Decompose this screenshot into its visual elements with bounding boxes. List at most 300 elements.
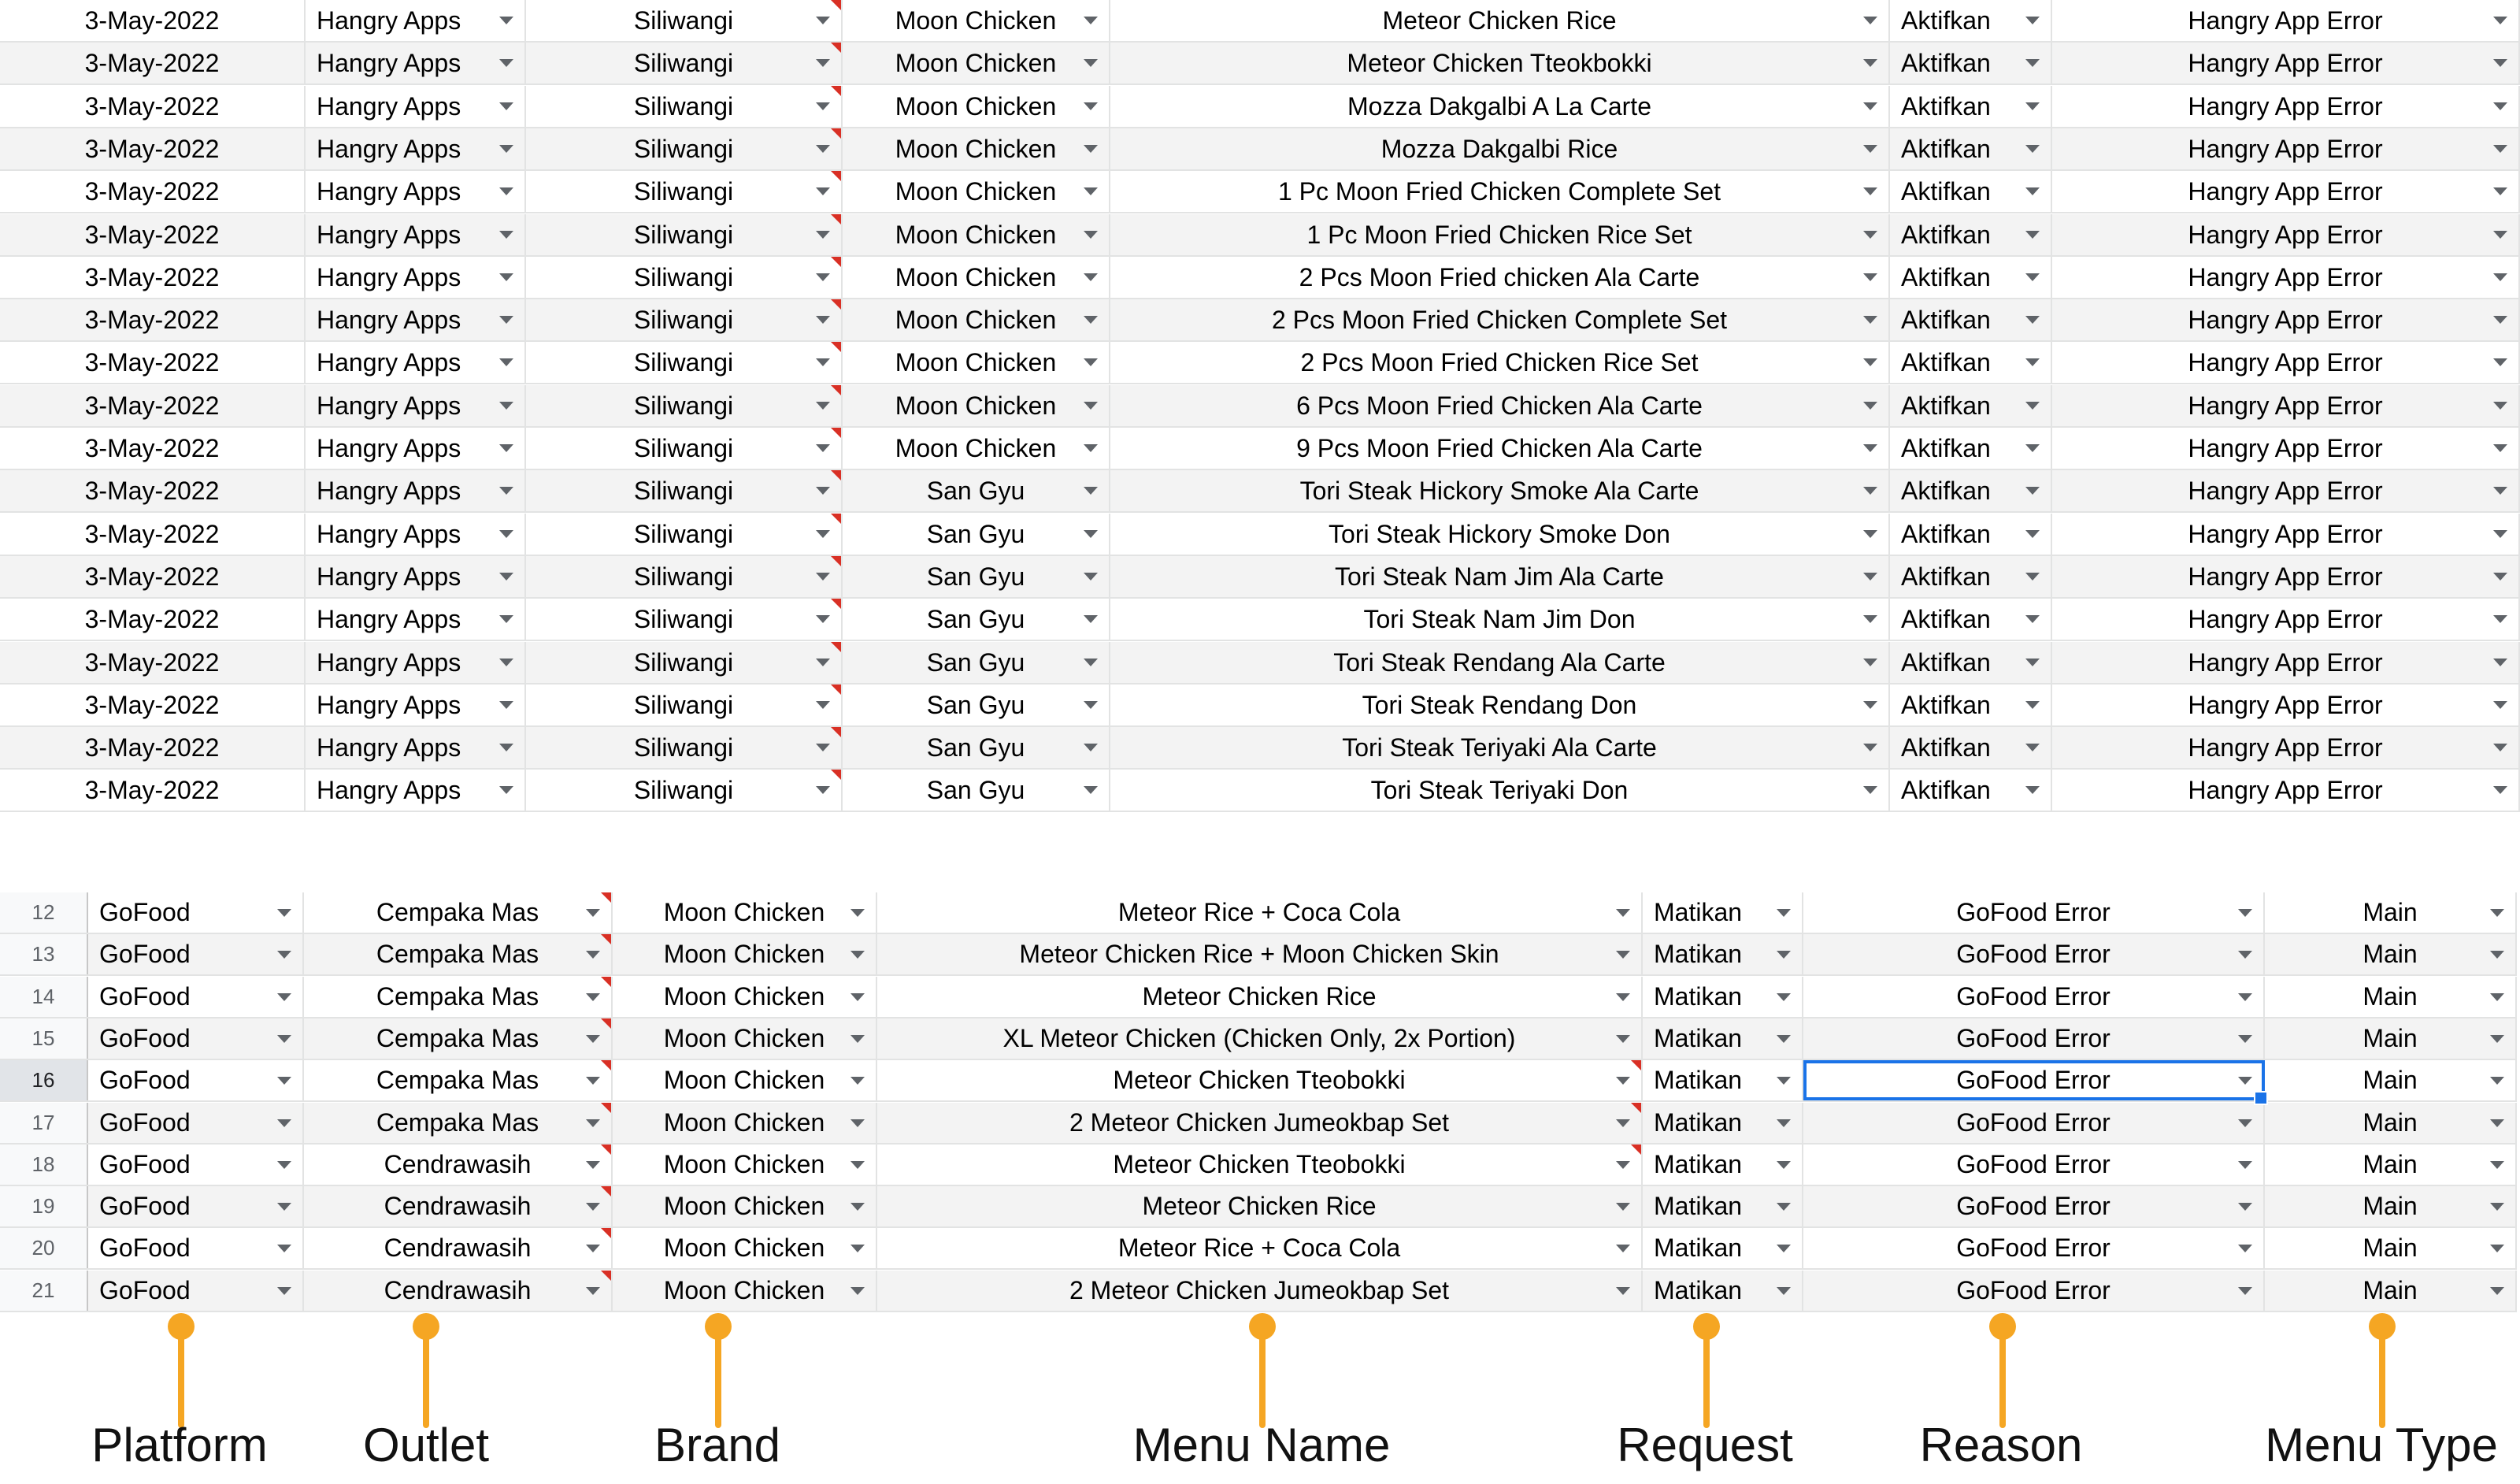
platform-cell[interactable]: [306, 514, 526, 555]
date-cell[interactable]: [0, 428, 306, 469]
request-cell[interactable]: [1643, 1145, 1803, 1185]
outlet-cell[interactable]: [304, 934, 613, 974]
dropdown-arrow-icon[interactable]: [816, 102, 830, 110]
dropdown-arrow-icon[interactable]: [816, 786, 830, 794]
dropdown-arrow-icon[interactable]: [816, 273, 830, 281]
outlet-cell[interactable]: [526, 257, 843, 298]
dropdown-arrow-icon[interactable]: [499, 444, 513, 452]
menu-type-cell[interactable]: [2265, 1271, 2517, 1311]
dropdown-arrow-icon[interactable]: [2025, 102, 2040, 110]
reason-cell[interactable]: [1803, 1060, 2265, 1100]
dropdown-arrow-icon[interactable]: [850, 1119, 865, 1127]
platform-cell[interactable]: [306, 385, 526, 426]
brand-cell[interactable]: [613, 892, 877, 933]
dropdown-arrow-icon[interactable]: [2238, 1203, 2252, 1211]
dropdown-arrow-icon[interactable]: [850, 1161, 865, 1169]
menu-name-cell[interactable]: [1110, 770, 1890, 811]
reason-cell[interactable]: [2052, 299, 2520, 340]
outlet-cell[interactable]: [526, 171, 843, 212]
dropdown-arrow-icon[interactable]: [1084, 145, 1098, 153]
dropdown-arrow-icon[interactable]: [1616, 1035, 1630, 1043]
date-cell[interactable]: [0, 171, 306, 212]
brand-cell[interactable]: [613, 1186, 877, 1226]
dropdown-arrow-icon[interactable]: [499, 615, 513, 623]
menu-name-cell[interactable]: [1110, 128, 1890, 169]
dropdown-arrow-icon[interactable]: [2493, 786, 2507, 794]
brand-cell[interactable]: [843, 43, 1110, 83]
dropdown-arrow-icon[interactable]: [1777, 1203, 1791, 1211]
dropdown-arrow-icon[interactable]: [1863, 187, 1877, 195]
platform-cell[interactable]: [306, 43, 526, 83]
menu-type-cell[interactable]: [2265, 1018, 2517, 1059]
dropdown-arrow-icon[interactable]: [2238, 951, 2252, 959]
platform-cell[interactable]: [88, 977, 304, 1017]
dropdown-arrow-icon[interactable]: [1084, 615, 1098, 623]
brand-cell[interactable]: [613, 977, 877, 1017]
date-cell[interactable]: [0, 556, 306, 597]
dropdown-arrow-icon[interactable]: [2493, 744, 2507, 751]
dropdown-arrow-icon[interactable]: [1777, 1287, 1791, 1295]
dropdown-arrow-icon[interactable]: [2025, 358, 2040, 366]
menu-type-cell[interactable]: [2265, 892, 2517, 933]
dropdown-arrow-icon[interactable]: [1863, 615, 1877, 623]
request-cell[interactable]: [1643, 1060, 1803, 1100]
platform-cell[interactable]: [306, 214, 526, 255]
request-cell[interactable]: [1643, 1103, 1803, 1143]
brand-cell[interactable]: [843, 770, 1110, 811]
reason-cell[interactable]: [1803, 977, 2265, 1017]
date-cell[interactable]: [0, 342, 306, 383]
dropdown-arrow-icon[interactable]: [1084, 231, 1098, 239]
dropdown-arrow-icon[interactable]: [1616, 1203, 1630, 1211]
menu-name-cell[interactable]: [1110, 299, 1890, 340]
brand-cell[interactable]: [843, 514, 1110, 555]
request-cell[interactable]: [1890, 642, 2052, 683]
request-cell[interactable]: [1643, 892, 1803, 933]
date-cell[interactable]: [0, 470, 306, 511]
outlet-cell[interactable]: [526, 385, 843, 426]
menu-name-cell[interactable]: [1110, 514, 1890, 555]
dropdown-arrow-icon[interactable]: [277, 1203, 291, 1211]
dropdown-arrow-icon[interactable]: [277, 1119, 291, 1127]
reason-cell[interactable]: [2052, 214, 2520, 255]
outlet-cell[interactable]: [526, 214, 843, 255]
dropdown-arrow-icon[interactable]: [2025, 59, 2040, 67]
dropdown-arrow-icon[interactable]: [277, 1077, 291, 1085]
dropdown-arrow-icon[interactable]: [1863, 59, 1877, 67]
dropdown-arrow-icon[interactable]: [1084, 659, 1098, 666]
dropdown-arrow-icon[interactable]: [850, 909, 865, 917]
dropdown-arrow-icon[interactable]: [2490, 993, 2504, 1001]
dropdown-arrow-icon[interactable]: [2493, 402, 2507, 410]
dropdown-arrow-icon[interactable]: [1084, 744, 1098, 751]
row-number-header[interactable]: 15: [0, 1018, 88, 1059]
dropdown-arrow-icon[interactable]: [816, 444, 830, 452]
dropdown-arrow-icon[interactable]: [1616, 1077, 1630, 1085]
dropdown-arrow-icon[interactable]: [499, 573, 513, 581]
platform-cell[interactable]: [88, 1271, 304, 1311]
reason-cell[interactable]: [1803, 934, 2265, 974]
request-cell[interactable]: [1643, 1186, 1803, 1226]
brand-cell[interactable]: [843, 727, 1110, 768]
platform-cell[interactable]: [88, 892, 304, 933]
platform-cell[interactable]: [306, 128, 526, 169]
menu-name-cell[interactable]: [1110, 257, 1890, 298]
dropdown-arrow-icon[interactable]: [2238, 1035, 2252, 1043]
date-cell[interactable]: [0, 385, 306, 426]
reason-cell[interactable]: [1803, 1145, 2265, 1185]
outlet-cell[interactable]: [526, 599, 843, 640]
brand-cell[interactable]: [613, 1145, 877, 1185]
request-cell[interactable]: [1890, 299, 2052, 340]
row-number-header[interactable]: 13: [0, 934, 88, 974]
dropdown-arrow-icon[interactable]: [816, 17, 830, 24]
reason-cell[interactable]: [2052, 342, 2520, 383]
dropdown-arrow-icon[interactable]: [499, 786, 513, 794]
outlet-cell[interactable]: [304, 1145, 613, 1185]
platform-cell[interactable]: [88, 1145, 304, 1185]
dropdown-arrow-icon[interactable]: [2493, 487, 2507, 495]
platform-cell[interactable]: [306, 556, 526, 597]
request-cell[interactable]: [1643, 977, 1803, 1017]
dropdown-arrow-icon[interactable]: [499, 17, 513, 24]
dropdown-arrow-icon[interactable]: [499, 530, 513, 538]
row-number-header[interactable]: 21: [0, 1271, 88, 1311]
dropdown-arrow-icon[interactable]: [1777, 909, 1791, 917]
outlet-cell[interactable]: [526, 342, 843, 383]
reason-cell[interactable]: [2052, 86, 2520, 127]
dropdown-arrow-icon[interactable]: [1863, 17, 1877, 24]
platform-cell[interactable]: [306, 171, 526, 212]
dropdown-arrow-icon[interactable]: [2025, 145, 2040, 153]
reason-cell[interactable]: [2052, 642, 2520, 683]
dropdown-arrow-icon[interactable]: [277, 909, 291, 917]
row-number-header[interactable]: 19: [0, 1186, 88, 1226]
outlet-cell[interactable]: [526, 642, 843, 683]
dropdown-arrow-icon[interactable]: [1777, 993, 1791, 1001]
dropdown-arrow-icon[interactable]: [850, 1077, 865, 1085]
dropdown-arrow-icon[interactable]: [2025, 231, 2040, 239]
request-cell[interactable]: [1643, 934, 1803, 974]
menu-name-cell[interactable]: [1110, 214, 1890, 255]
date-cell[interactable]: [0, 0, 306, 41]
dropdown-arrow-icon[interactable]: [1863, 744, 1877, 751]
dropdown-arrow-icon[interactable]: [2025, 316, 2040, 324]
menu-name-cell[interactable]: [877, 1228, 1643, 1268]
request-cell[interactable]: [1890, 171, 2052, 212]
dropdown-arrow-icon[interactable]: [499, 145, 513, 153]
outlet-cell[interactable]: [304, 1018, 613, 1059]
dropdown-arrow-icon[interactable]: [2493, 59, 2507, 67]
dropdown-arrow-icon[interactable]: [2490, 1077, 2504, 1085]
dropdown-arrow-icon[interactable]: [850, 1203, 865, 1211]
dropdown-arrow-icon[interactable]: [2493, 701, 2507, 709]
menu-name-cell[interactable]: [1110, 171, 1890, 212]
brand-cell[interactable]: [613, 1228, 877, 1268]
outlet-cell[interactable]: [304, 1103, 613, 1143]
date-cell[interactable]: [0, 86, 306, 127]
dropdown-arrow-icon[interactable]: [1084, 786, 1098, 794]
dropdown-arrow-icon[interactable]: [2238, 1119, 2252, 1127]
platform-cell[interactable]: [306, 299, 526, 340]
request-cell[interactable]: [1890, 86, 2052, 127]
reason-cell[interactable]: [2052, 428, 2520, 469]
platform-cell[interactable]: [306, 428, 526, 469]
menu-name-cell[interactable]: [877, 1145, 1643, 1185]
date-cell[interactable]: [0, 599, 306, 640]
menu-type-cell[interactable]: [2265, 1060, 2517, 1100]
reason-cell[interactable]: [1803, 1186, 2265, 1226]
brand-cell[interactable]: [843, 342, 1110, 383]
dropdown-arrow-icon[interactable]: [816, 659, 830, 666]
dropdown-arrow-icon[interactable]: [1863, 273, 1877, 281]
dropdown-arrow-icon[interactable]: [2490, 1203, 2504, 1211]
dropdown-arrow-icon[interactable]: [2493, 273, 2507, 281]
dropdown-arrow-icon[interactable]: [2025, 701, 2040, 709]
menu-name-cell[interactable]: [1110, 342, 1890, 383]
row-number-header[interactable]: 16: [0, 1060, 88, 1100]
dropdown-arrow-icon[interactable]: [1616, 993, 1630, 1001]
reason-cell[interactable]: [1803, 1018, 2265, 1059]
outlet-cell[interactable]: [526, 299, 843, 340]
dropdown-arrow-icon[interactable]: [2493, 358, 2507, 366]
dropdown-arrow-icon[interactable]: [816, 701, 830, 709]
platform-cell[interactable]: [306, 770, 526, 811]
request-cell[interactable]: [1890, 0, 2052, 41]
dropdown-arrow-icon[interactable]: [1863, 316, 1877, 324]
dropdown-arrow-icon[interactable]: [2490, 951, 2504, 959]
dropdown-arrow-icon[interactable]: [816, 59, 830, 67]
dropdown-arrow-icon[interactable]: [277, 951, 291, 959]
dropdown-arrow-icon[interactable]: [1863, 402, 1877, 410]
dropdown-arrow-icon[interactable]: [586, 993, 600, 1001]
dropdown-arrow-icon[interactable]: [816, 402, 830, 410]
dropdown-arrow-icon[interactable]: [1084, 59, 1098, 67]
brand-cell[interactable]: [843, 599, 1110, 640]
brand-cell[interactable]: [613, 1103, 877, 1143]
request-cell[interactable]: [1890, 128, 2052, 169]
outlet-cell[interactable]: [304, 1271, 613, 1311]
menu-type-cell[interactable]: [2265, 1103, 2517, 1143]
brand-cell[interactable]: [843, 214, 1110, 255]
menu-name-cell[interactable]: [1110, 385, 1890, 426]
request-cell[interactable]: [1890, 599, 2052, 640]
request-cell[interactable]: [1890, 214, 2052, 255]
platform-cell[interactable]: [306, 727, 526, 768]
dropdown-arrow-icon[interactable]: [2025, 487, 2040, 495]
outlet-cell[interactable]: [304, 1228, 613, 1268]
outlet-cell[interactable]: [526, 727, 843, 768]
platform-cell[interactable]: [88, 1186, 304, 1226]
menu-name-cell[interactable]: [877, 934, 1643, 974]
dropdown-arrow-icon[interactable]: [277, 1287, 291, 1295]
reason-cell[interactable]: [2052, 257, 2520, 298]
dropdown-arrow-icon[interactable]: [2493, 444, 2507, 452]
dropdown-arrow-icon[interactable]: [1616, 1245, 1630, 1252]
outlet-cell[interactable]: [526, 556, 843, 597]
brand-cell[interactable]: [613, 1271, 877, 1311]
dropdown-arrow-icon[interactable]: [2493, 530, 2507, 538]
date-cell[interactable]: [0, 727, 306, 768]
reason-cell[interactable]: [2052, 385, 2520, 426]
dropdown-arrow-icon[interactable]: [1616, 1161, 1630, 1169]
dropdown-arrow-icon[interactable]: [2493, 17, 2507, 24]
request-cell[interactable]: [1890, 770, 2052, 811]
reason-cell[interactable]: [2052, 599, 2520, 640]
dropdown-arrow-icon[interactable]: [816, 316, 830, 324]
menu-name-cell[interactable]: [1110, 86, 1890, 127]
dropdown-arrow-icon[interactable]: [1084, 701, 1098, 709]
brand-cell[interactable]: [843, 470, 1110, 511]
dropdown-arrow-icon[interactable]: [586, 1245, 600, 1252]
dropdown-arrow-icon[interactable]: [2493, 231, 2507, 239]
selection-fill-handle[interactable]: [2254, 1091, 2268, 1105]
menu-name-cell[interactable]: [1110, 727, 1890, 768]
dropdown-arrow-icon[interactable]: [499, 102, 513, 110]
platform-cell[interactable]: [88, 934, 304, 974]
dropdown-arrow-icon[interactable]: [2493, 145, 2507, 153]
reason-cell[interactable]: [2052, 556, 2520, 597]
dropdown-arrow-icon[interactable]: [499, 187, 513, 195]
dropdown-arrow-icon[interactable]: [2490, 909, 2504, 917]
outlet-cell[interactable]: [304, 1186, 613, 1226]
dropdown-arrow-icon[interactable]: [2238, 1077, 2252, 1085]
outlet-cell[interactable]: [526, 86, 843, 127]
dropdown-arrow-icon[interactable]: [586, 1287, 600, 1295]
outlet-cell[interactable]: [304, 977, 613, 1017]
menu-name-cell[interactable]: [1110, 470, 1890, 511]
request-cell[interactable]: [1890, 257, 2052, 298]
dropdown-arrow-icon[interactable]: [2238, 1245, 2252, 1252]
menu-type-cell[interactable]: [2265, 1186, 2517, 1226]
dropdown-arrow-icon[interactable]: [1777, 1077, 1791, 1085]
dropdown-arrow-icon[interactable]: [586, 1119, 600, 1127]
brand-cell[interactable]: [843, 642, 1110, 683]
dropdown-arrow-icon[interactable]: [2025, 17, 2040, 24]
brand-cell[interactable]: [613, 934, 877, 974]
date-cell[interactable]: [0, 684, 306, 725]
dropdown-arrow-icon[interactable]: [816, 487, 830, 495]
dropdown-arrow-icon[interactable]: [2025, 444, 2040, 452]
dropdown-arrow-icon[interactable]: [1863, 145, 1877, 153]
menu-name-cell[interactable]: [877, 892, 1643, 933]
brand-cell[interactable]: [843, 86, 1110, 127]
request-cell[interactable]: [1890, 43, 2052, 83]
dropdown-arrow-icon[interactable]: [2025, 786, 2040, 794]
reason-cell[interactable]: [2052, 171, 2520, 212]
platform-cell[interactable]: [306, 86, 526, 127]
request-cell[interactable]: [1890, 727, 2052, 768]
reason-cell[interactable]: [2052, 0, 2520, 41]
reason-cell[interactable]: [2052, 727, 2520, 768]
dropdown-arrow-icon[interactable]: [1084, 402, 1098, 410]
request-cell[interactable]: [1643, 1271, 1803, 1311]
menu-type-cell[interactable]: [2265, 1228, 2517, 1268]
brand-cell[interactable]: [613, 1060, 877, 1100]
menu-name-cell[interactable]: [1110, 556, 1890, 597]
row-number-header[interactable]: 20: [0, 1228, 88, 1268]
menu-type-cell[interactable]: [2265, 977, 2517, 1017]
reason-cell[interactable]: [2052, 43, 2520, 83]
dropdown-arrow-icon[interactable]: [586, 1077, 600, 1085]
menu-type-cell[interactable]: [2265, 1145, 2517, 1185]
request-cell[interactable]: [1890, 556, 2052, 597]
dropdown-arrow-icon[interactable]: [2493, 615, 2507, 623]
dropdown-arrow-icon[interactable]: [499, 231, 513, 239]
dropdown-arrow-icon[interactable]: [2490, 1035, 2504, 1043]
date-cell[interactable]: [0, 128, 306, 169]
dropdown-arrow-icon[interactable]: [277, 993, 291, 1001]
menu-name-cell[interactable]: [1110, 599, 1890, 640]
dropdown-arrow-icon[interactable]: [2493, 659, 2507, 666]
outlet-cell[interactable]: [526, 514, 843, 555]
dropdown-arrow-icon[interactable]: [1084, 102, 1098, 110]
dropdown-arrow-icon[interactable]: [1777, 1119, 1791, 1127]
outlet-cell[interactable]: [526, 0, 843, 41]
dropdown-arrow-icon[interactable]: [2025, 573, 2040, 581]
dropdown-arrow-icon[interactable]: [2025, 530, 2040, 538]
dropdown-arrow-icon[interactable]: [1777, 951, 1791, 959]
platform-cell[interactable]: [88, 1103, 304, 1143]
dropdown-arrow-icon[interactable]: [1084, 444, 1098, 452]
row-number-header[interactable]: 18: [0, 1145, 88, 1185]
platform-cell[interactable]: [88, 1018, 304, 1059]
dropdown-arrow-icon[interactable]: [1863, 102, 1877, 110]
dropdown-arrow-icon[interactable]: [2493, 187, 2507, 195]
dropdown-arrow-icon[interactable]: [1863, 786, 1877, 794]
dropdown-arrow-icon[interactable]: [2025, 187, 2040, 195]
dropdown-arrow-icon[interactable]: [2490, 1245, 2504, 1252]
dropdown-arrow-icon[interactable]: [2493, 102, 2507, 110]
date-cell[interactable]: [0, 43, 306, 83]
dropdown-arrow-icon[interactable]: [499, 316, 513, 324]
dropdown-arrow-icon[interactable]: [2238, 1161, 2252, 1169]
reason-cell[interactable]: [2052, 684, 2520, 725]
outlet-cell[interactable]: [526, 684, 843, 725]
dropdown-arrow-icon[interactable]: [499, 659, 513, 666]
menu-name-cell[interactable]: [1110, 0, 1890, 41]
dropdown-arrow-icon[interactable]: [1863, 358, 1877, 366]
dropdown-arrow-icon[interactable]: [277, 1245, 291, 1252]
brand-cell[interactable]: [843, 428, 1110, 469]
brand-cell[interactable]: [843, 128, 1110, 169]
date-cell[interactable]: [0, 770, 306, 811]
dropdown-arrow-icon[interactable]: [586, 951, 600, 959]
menu-name-cell[interactable]: [877, 1018, 1643, 1059]
dropdown-arrow-icon[interactable]: [2025, 402, 2040, 410]
request-cell[interactable]: [1890, 385, 2052, 426]
outlet-cell[interactable]: [526, 128, 843, 169]
dropdown-arrow-icon[interactable]: [850, 1287, 865, 1295]
dropdown-arrow-icon[interactable]: [499, 487, 513, 495]
dropdown-arrow-icon[interactable]: [816, 744, 830, 751]
brand-cell[interactable]: [843, 171, 1110, 212]
dropdown-arrow-icon[interactable]: [586, 1035, 600, 1043]
date-cell[interactable]: [0, 642, 306, 683]
dropdown-arrow-icon[interactable]: [1863, 231, 1877, 239]
menu-name-cell[interactable]: [1110, 684, 1890, 725]
outlet-cell[interactable]: [526, 43, 843, 83]
dropdown-arrow-icon[interactable]: [1616, 1287, 1630, 1295]
date-cell[interactable]: [0, 299, 306, 340]
platform-cell[interactable]: [88, 1060, 304, 1100]
dropdown-arrow-icon[interactable]: [1777, 1245, 1791, 1252]
request-cell[interactable]: [1890, 342, 2052, 383]
dropdown-arrow-icon[interactable]: [850, 993, 865, 1001]
dropdown-arrow-icon[interactable]: [816, 187, 830, 195]
outlet-cell[interactable]: [304, 1060, 613, 1100]
dropdown-arrow-icon[interactable]: [816, 358, 830, 366]
